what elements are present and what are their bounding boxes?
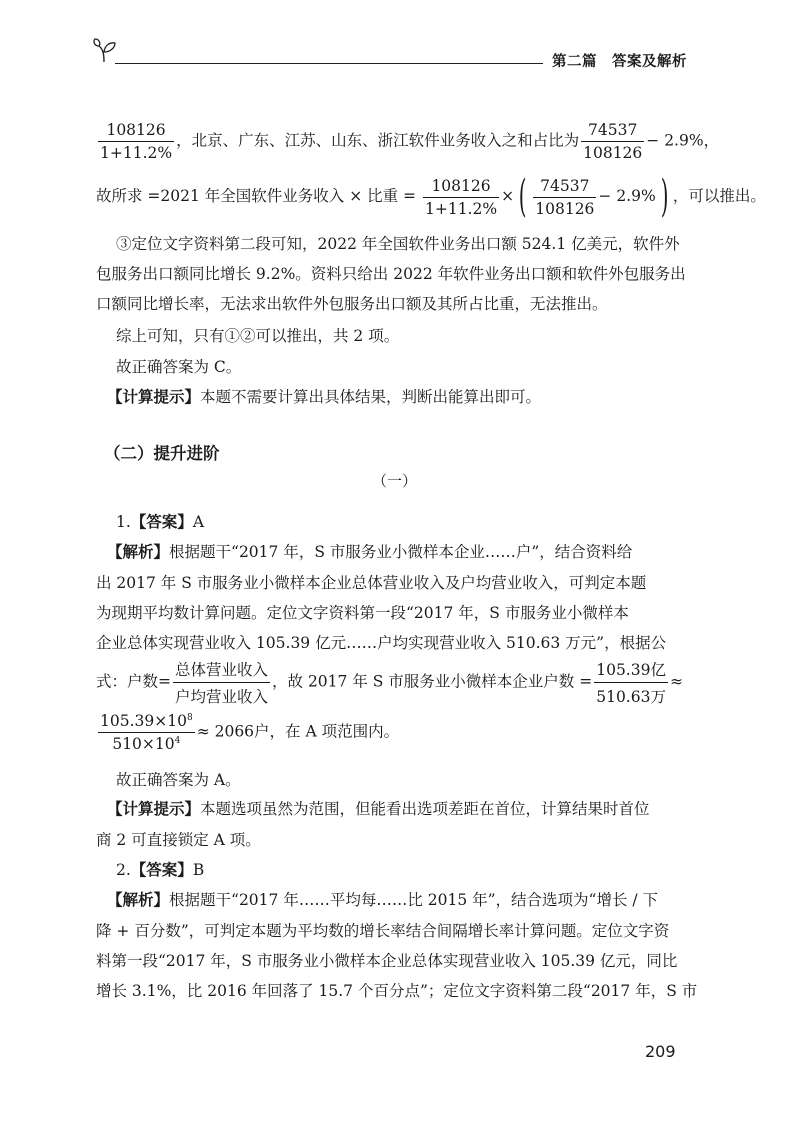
q1-calc-line: $\frac{105.39\times 10^8}{510\times 10^4}$ ≈ 2066户，在 A 项范围内。 — [100, 712, 400, 753]
summary-line: 综上可知，只有①②可以推出，共 2 项。 — [116, 327, 400, 345]
q1-analysis-line: 【解析】根据题干“2017 年，S 市服务业小微样本企业……户”，结合资料给 — [107, 543, 633, 561]
left-paren: ( — [518, 171, 527, 222]
fraction: $\frac{\text{105.39亿}}{\text{510.63万}}$ — [594, 658, 668, 707]
paragraph-line: 增长 3.1%，比 2016 年回落了 15.7 个百分点”；定位文字资料第二段“2017 年，S 市 — [96, 982, 698, 1000]
calc-tip: 【计算提示】本题不需要计算出具体结果，判断出能算出即可。 — [107, 388, 542, 406]
answer-line: 故正确答案为 A。 — [116, 771, 241, 789]
fraction: $\frac{74537}{108126}$ — [535, 176, 595, 218]
paragraph-line: 出 2017 年 S 市服务业小微样本企业总体营业收入及户均营业收入，可判定本题 — [96, 574, 647, 592]
formula-line-2: 故所求 =2021 年全国软件业务收入 × 比重 = $\frac{108126}{1+11.2\%}$ × ( $\frac{74537}{108126}$ − 2.9% ) ，可以推出。 — [96, 171, 766, 222]
section-title: （二）提升进阶 — [104, 444, 220, 463]
paragraph-line: 商 2 可直接锁定 A 项。 — [96, 831, 261, 849]
q2-answer: 2.【答案】B — [116, 861, 205, 879]
right-paren: ) — [660, 171, 669, 222]
answer-line: 故正确答案为 C。 — [116, 358, 242, 376]
q1-formula-line: 式：户数= $\frac{\text{总体营业收入}}{\text{户均营业收入}}$ ，故 2017 年 S 市服务业小微样本企业户数 = $\frac{\text{105.39亿}}{\text{510.63万}}$ ≈ — [96, 658, 683, 707]
q1-answer: 1.【答案】A — [116, 513, 205, 531]
paragraph-line: 为现期平均数计算问题。定位文字资料第一段“2017 年，S 市服务业小微样本 — [96, 604, 629, 622]
page-number: 209 — [645, 1042, 676, 1061]
fraction: $\frac{105.39\times 10^8}{510\times 10^4}$ — [100, 712, 193, 753]
q2-analysis-line: 【解析】根据题干“2017 年……平均每……比 2015 年”，结合选项为“增长 / 下 — [107, 891, 659, 909]
paragraph-line: 口额同比增长率，无法求出软件外包服务出口额及其所占比重，无法推出。 — [96, 295, 608, 313]
header-title: 第二篇 答案及解析 — [552, 54, 687, 70]
leaf-sprout-icon — [92, 36, 118, 64]
fraction: $\frac{\text{总体营业收入}}{\text{户均营业收入}}$ — [173, 658, 270, 707]
header-rule — [115, 63, 543, 64]
formula-line-1: $\frac{108126}{1+11.2\%}$ ，北京、广东、江苏、山东、浙江软件业务收入之和占比为 $\frac{74537}{108126}$ − 2.9%， — [100, 121, 720, 162]
fraction: $\frac{74537}{108126}$ — [583, 121, 643, 162]
paragraph-line: 降 + 百分数”，可判定本题为平均数的增长率结合间隔增长率计算问题。定位文字资 — [96, 922, 670, 940]
paragraph-line: 包服务出口额同比增长 9.2%。资料只给出 2022 年软件业务出口额和软件外包服务出 — [96, 265, 686, 283]
calc-tip: 【计算提示】本题选项虽然为范围，但能看出选项差距在首位，计算结果时首位 — [107, 800, 650, 818]
paragraph-line: 企业总体实现营业收入 105.39 亿元……户均实现营业收入 510.63 万元”，根据公 — [96, 634, 667, 652]
fraction: $\frac{108126}{1+11.2\%}$ — [100, 121, 173, 162]
subsection-title: （一） — [372, 472, 418, 490]
paragraph-line: 料第一段“2017 年，S 市服务业小微样本企业总体实现营业收入 105.39 亿元，同比 — [96, 952, 678, 970]
paragraph-line: ③定位文字资料第二段可知，2022 年全国软件业务出口额 524.1 亿美元，软件外 — [116, 235, 680, 253]
fraction: $\frac{108126}{1+11.2\%}$ — [424, 176, 498, 218]
